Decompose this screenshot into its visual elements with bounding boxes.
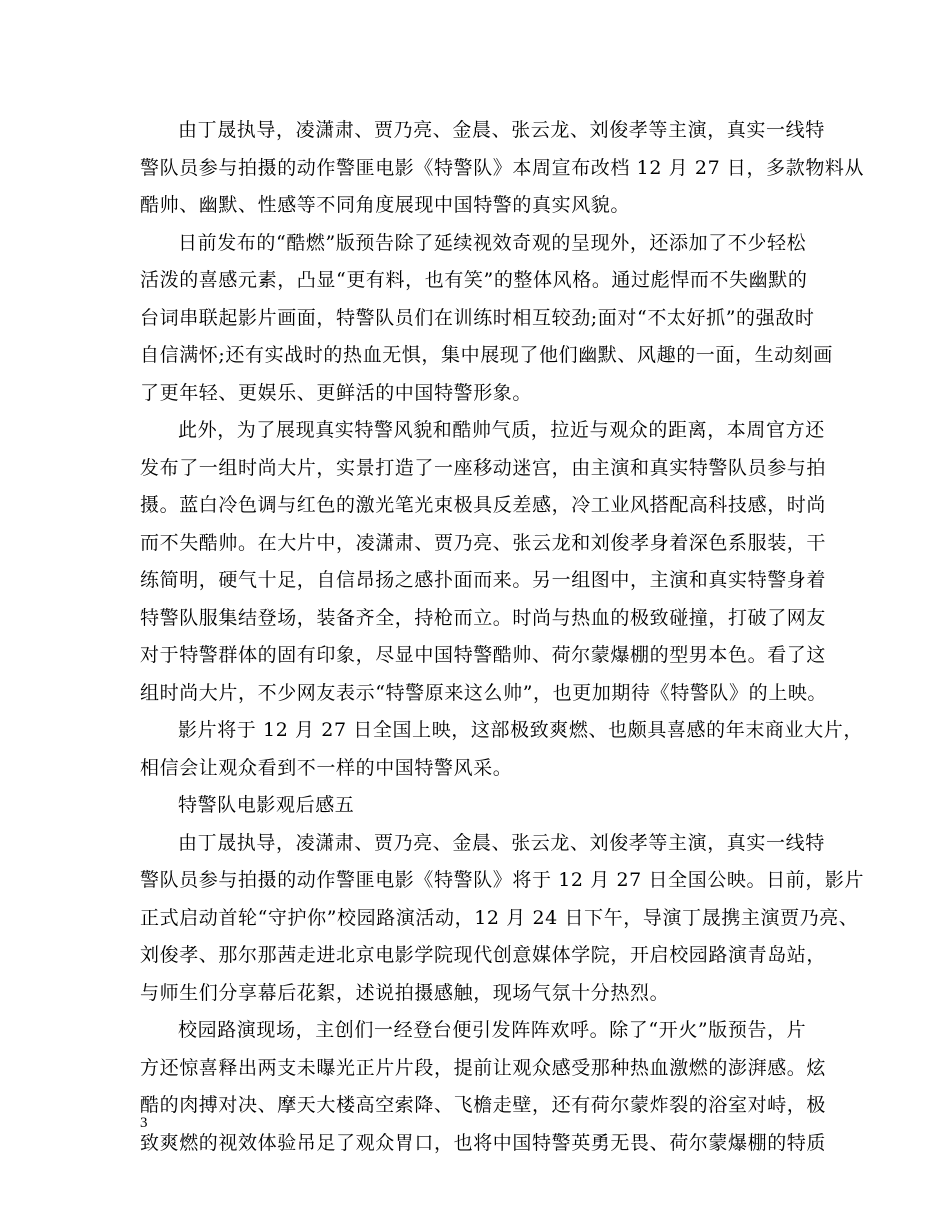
text-line: 酷的肉搏对决、摩天大楼高空索降、飞檐走壁，还有荷尔蒙炸裂的浴室对峙，极 bbox=[140, 1094, 827, 1116]
section-heading: 特警队电影观后感五 bbox=[178, 794, 355, 816]
text-line: 警队员参与拍摄的动作警匪电影《特警队》将于 12 月 27 日全国公映。日前，影片 bbox=[140, 869, 865, 891]
text-line: 发布了一组时尚大片，实景打造了一座移动迷宫，由主演和真实特警队员参与拍 bbox=[140, 456, 827, 479]
text-line: 刘俊孝、那尔那茜走进北京电影学院现代创意媒体学院，开启校园路演青岛站， bbox=[140, 944, 827, 966]
text-line: 校园路演现场，主创们一经登台便引发阵阵欢呼。除了“开火”版预告，片 bbox=[178, 1019, 807, 1041]
document-body bbox=[140, 112, 865, 1162]
text-line: 组时尚大片，不少网友表示“特警原来这么帅”，也更加期待《特警队》的上映。 bbox=[140, 681, 828, 704]
text-line: 警队员参与拍摄的动作警匪电影《特警队》本周宣布改档 12 月 27 日，多款物料从 bbox=[140, 156, 865, 179]
text-line: 台词串联起影片画面，特警队员们在训练时相互较劲;面对“不太好抓”的强敌时 bbox=[140, 306, 815, 329]
text-line: 致爽燃的视效体验吊足了观众胃口，也将中国特警英勇无畏、荷尔蒙爆棚的特质 bbox=[140, 1131, 827, 1154]
paragraph-2 bbox=[140, 225, 834, 413]
text-line: 正式启动首轮“守护你”校园路演活动，12 月 24 日下午，导演丁晟携主演贾乃亮、 bbox=[140, 906, 859, 929]
paragraph-6 bbox=[140, 1012, 827, 1162]
paragraph-5 bbox=[140, 825, 865, 1013]
text-line: 对于特警群体的固有印象，尽显中国特警酷帅、荷尔蒙爆棚的型男本色。看了这 bbox=[140, 644, 827, 666]
text-line: 摄。蓝白冷色调与红色的激光笔光束极具反差感，冷工业风搭配高科技感，时尚 bbox=[140, 494, 827, 516]
text-line: 酷帅、幽默、性感等不同角度展现中国特警的真实风貌。 bbox=[140, 194, 631, 216]
text-line: 此外，为了展现真实特警风貌和酷帅气质，拉近与观众的距离，本周官方还 bbox=[178, 419, 825, 441]
text-line: 自信满怀;还有实战时的热血无惧，集中展现了他们幽默、风趣的一面，生动刻画 bbox=[140, 344, 834, 366]
text-line: 特警队服集结登场，装备齐全，持枪而立。时尚与热血的极致碰撞，打破了网友 bbox=[140, 606, 827, 629]
text-line: 由丁晟执导，凌潇肃、贾乃亮、金晨、张云龙、刘俊孝等主演，真实一线特 bbox=[178, 119, 825, 141]
paragraph-4 bbox=[140, 712, 863, 787]
page-number: 3 bbox=[140, 1115, 148, 1131]
text-line: 由丁晟执导，凌潇肃、贾乃亮、金晨、张云龙、刘俊孝等主演，真实一线特 bbox=[178, 831, 825, 854]
text-line: 活泼的喜感元素，凸显“更有料，也有笑”的整体风格。通过彪悍而不失幽默的 bbox=[140, 269, 808, 291]
text-line: 相信会让观众看到不一样的中国特警风采。 bbox=[140, 756, 513, 779]
text-line: 而不失酷帅。在大片中，凌潇肃、贾乃亮、张云龙和刘俊孝身着深色系服装，干 bbox=[140, 531, 827, 554]
text-line: 影片将于 12 月 27 日全国上映，这部极致爽燃、也颇具喜感的年末商业大片， bbox=[178, 719, 863, 741]
paragraph-1 bbox=[140, 112, 865, 225]
text-line: 了更年轻、更娱乐、更鲜活的中国特警形象。 bbox=[140, 381, 533, 404]
paragraph-3 bbox=[140, 412, 828, 712]
text-line: 方还惊喜释出两支未曝光正片片段，提前让观众感受那种热血激燃的澎湃感。炫 bbox=[140, 1056, 827, 1079]
text-line: 日前发布的“酷燃”版预告除了延续视效奇观的呈现外，还添加了不少轻松 bbox=[178, 231, 807, 254]
text-line: 练简明，硬气十足，自信昂扬之感扑面而来。另一组图中，主演和真实特警身着 bbox=[140, 569, 827, 591]
text-line: 与师生们分享幕后花絮，述说拍摄感触，现场气氛十分热烈。 bbox=[140, 981, 670, 1004]
